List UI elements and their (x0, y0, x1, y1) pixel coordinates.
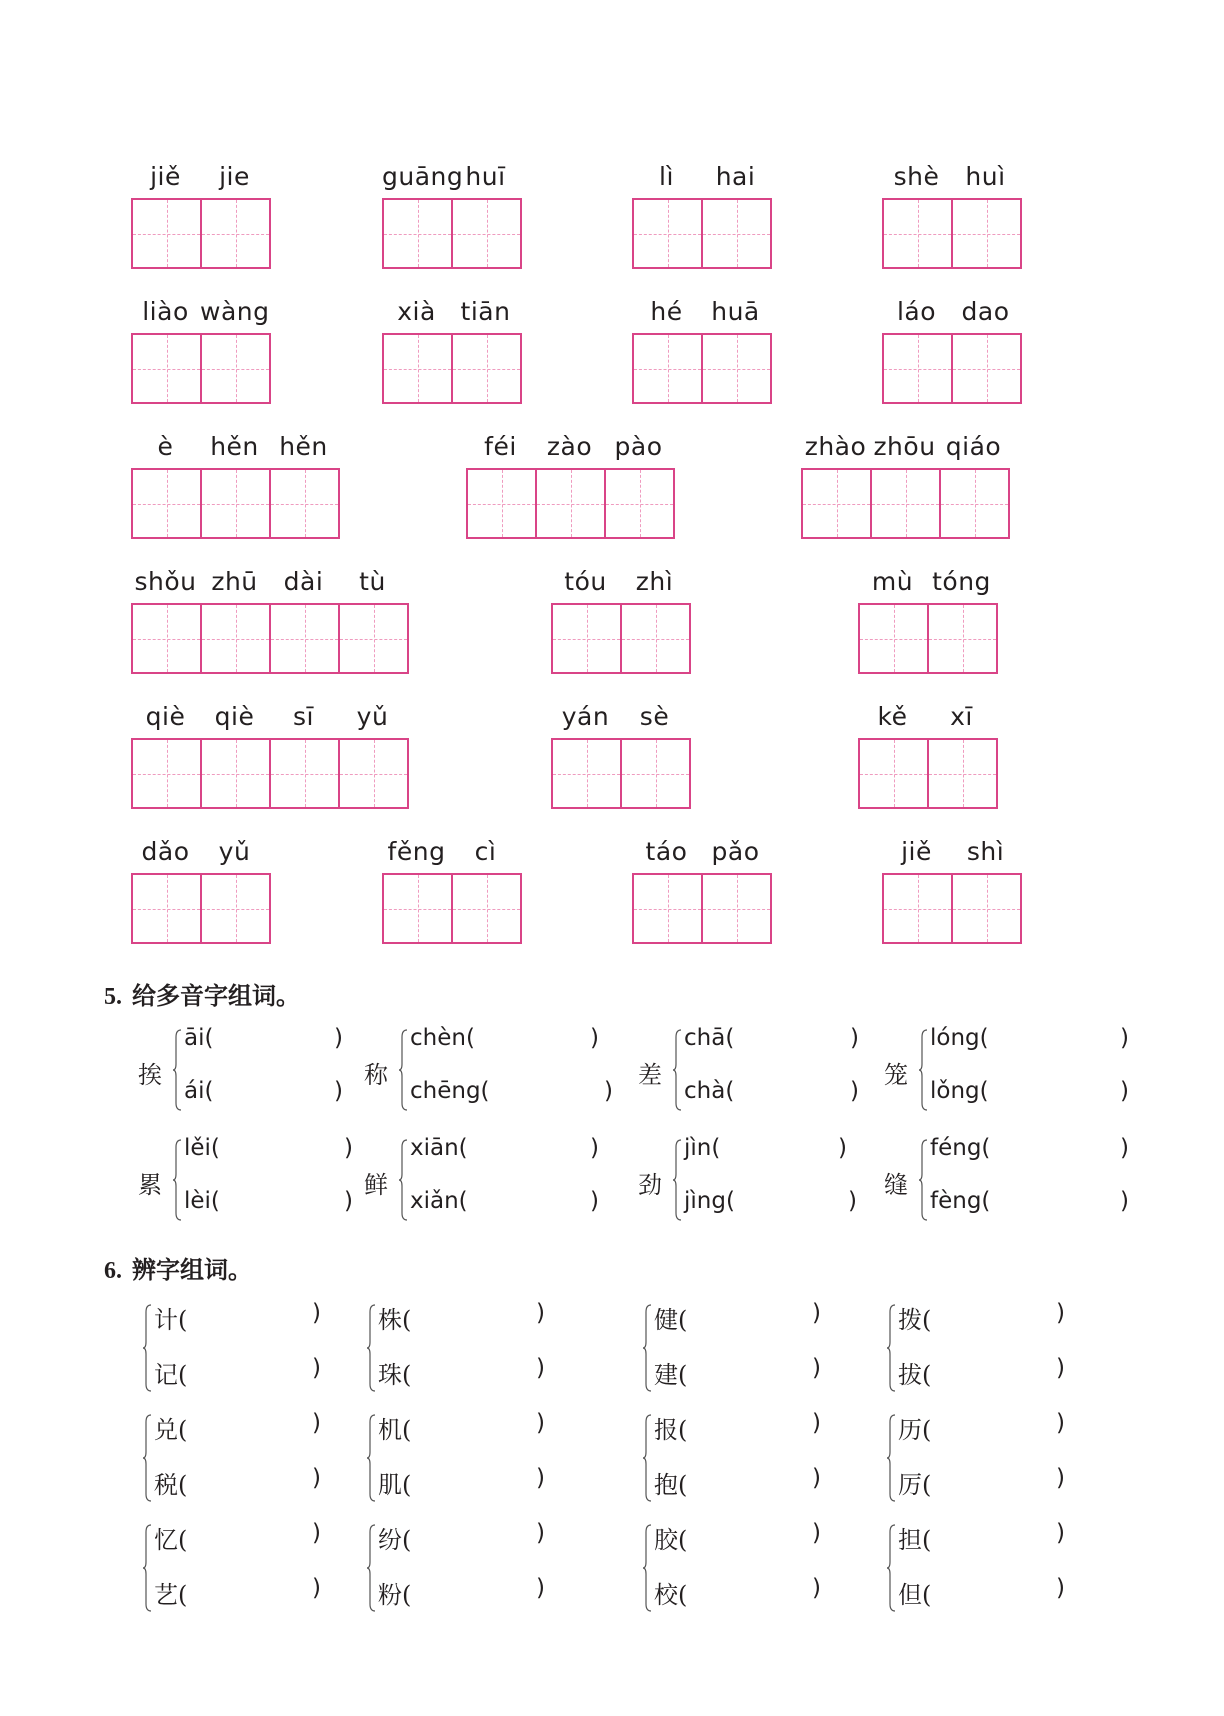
char-pair-group (142, 1410, 342, 1506)
reading-option: fèng( (930, 1188, 991, 1214)
pinyin-row (131, 160, 271, 194)
pinyin-syllable: sī (293, 702, 314, 731)
answer-blank[interactable]: ) (1056, 1300, 1065, 1326)
answer-blank[interactable]: ) (590, 1025, 599, 1051)
section-6-title (104, 1250, 252, 1285)
reading-option: lóng( (930, 1025, 989, 1051)
curly-brace-icon (672, 1139, 682, 1221)
pinyin-syllable: jiě (901, 837, 932, 866)
pinyin-grid-group (858, 700, 998, 809)
answer-blank[interactable]: ) (812, 1575, 821, 1601)
reading-option: chà( (684, 1078, 735, 1104)
char-pair-group (366, 1520, 566, 1616)
answer-blank[interactable]: ) (848, 1188, 857, 1214)
char-option: 忆( (154, 1526, 188, 1554)
reading-option: āi( (184, 1025, 214, 1051)
pinyin-syllable: zào (546, 432, 593, 461)
section-number: 6. (104, 1258, 122, 1284)
writing-cell[interactable] (384, 875, 453, 942)
char-option: 拨( (898, 1306, 932, 1334)
answer-blank[interactable]: ) (312, 1410, 321, 1436)
pinyin-row (131, 835, 271, 869)
pinyin-syllable: zhào (804, 432, 867, 461)
pinyin-syllable: wàng (200, 297, 270, 326)
writing-cell[interactable] (634, 200, 703, 267)
char-option: 肌( (378, 1471, 412, 1499)
pinyin-grid-group (466, 430, 675, 539)
writing-cell[interactable] (202, 875, 269, 942)
answer-blank[interactable]: ) (312, 1575, 321, 1601)
pinyin-syllable: fěng (387, 837, 446, 866)
pinyin-row (858, 565, 998, 599)
answer-blank[interactable]: ) (344, 1188, 353, 1214)
pinyin-grid-group (858, 565, 998, 674)
pinyin-syllable: láo (896, 297, 937, 326)
writing-cell[interactable] (133, 470, 202, 537)
writing-cell[interactable] (953, 875, 1020, 942)
char-pair-group (886, 1520, 1086, 1616)
char-pair-group (642, 1520, 842, 1616)
polyphone-group (138, 1135, 398, 1225)
pinyin-grid-group (131, 160, 271, 269)
writing-cell[interactable] (271, 470, 338, 537)
answer-blank[interactable]: ) (334, 1078, 343, 1104)
pinyin-syllable: zhì (635, 567, 674, 596)
writing-cell[interactable] (202, 470, 271, 537)
curly-brace-icon (366, 1414, 376, 1502)
pinyin-syllable: zhōu (873, 432, 936, 461)
answer-blank[interactable]: ) (812, 1520, 821, 1546)
pinyin-row (466, 430, 675, 464)
writing-cell[interactable] (133, 875, 202, 942)
polyphone-char: 累 (138, 1171, 162, 1199)
pinyin-syllable: qiáo (945, 432, 1002, 461)
curly-brace-icon (366, 1524, 376, 1612)
reading-option: lèi( (184, 1188, 220, 1214)
reading-option: jìng( (684, 1188, 735, 1214)
pinyin-grid-group (632, 835, 772, 944)
pinyin-syllable: yǔ (218, 837, 251, 866)
curly-brace-icon (886, 1524, 896, 1612)
char-option: 税( (154, 1471, 188, 1499)
tianzige-grid (882, 198, 1022, 269)
pinyin-syllable: huā (711, 297, 760, 326)
curly-brace-icon (172, 1139, 182, 1221)
pinyin-grid-group (131, 700, 409, 809)
writing-cell[interactable] (453, 335, 520, 402)
polyphone-group (884, 1135, 1144, 1225)
reading-option: ái( (184, 1078, 214, 1104)
pinyin-grid-group (882, 295, 1022, 404)
writing-cell[interactable] (803, 470, 872, 537)
pinyin-row (858, 700, 998, 734)
pinyin-row (551, 700, 691, 734)
char-pair-group (366, 1300, 566, 1396)
writing-cell[interactable] (953, 200, 1020, 267)
reading-option: xiān( (410, 1135, 468, 1161)
char-pair-group (642, 1300, 842, 1396)
tianzige-grid (882, 873, 1022, 944)
polyphone-char: 笼 (884, 1061, 908, 1089)
writing-cell[interactable] (271, 605, 340, 672)
writing-cell[interactable] (133, 740, 202, 807)
pinyin-syllable: liào (142, 297, 189, 326)
pinyin-grid-group (551, 700, 691, 809)
answer-blank[interactable]: ) (1056, 1410, 1065, 1436)
pinyin-syllable: dǎo (141, 837, 190, 866)
writing-cell[interactable] (271, 740, 340, 807)
writing-cell[interactable] (884, 200, 953, 267)
answer-blank[interactable]: ) (812, 1300, 821, 1326)
char-option: 拔( (898, 1361, 932, 1389)
char-option: 建( (654, 1361, 688, 1389)
curly-brace-icon (142, 1524, 152, 1612)
pinyin-row (551, 565, 691, 599)
pinyin-syllable: shì (966, 837, 1005, 866)
writing-cell[interactable] (703, 335, 770, 402)
writing-cell[interactable] (860, 740, 929, 807)
pinyin-grid-group (131, 295, 271, 404)
pinyin-row (382, 835, 522, 869)
pinyin-row (382, 295, 522, 329)
char-option: 机( (378, 1416, 412, 1444)
char-option: 株( (378, 1306, 412, 1334)
char-pair-group (886, 1410, 1086, 1506)
curly-brace-icon (886, 1414, 896, 1502)
writing-cell[interactable] (953, 335, 1020, 402)
curly-brace-icon (672, 1029, 682, 1111)
pinyin-syllable: guāng (382, 162, 464, 191)
writing-cell[interactable] (872, 470, 941, 537)
writing-cell[interactable] (537, 470, 606, 537)
tianzige-grid (131, 468, 340, 539)
pinyin-row (131, 430, 340, 464)
pinyin-row (632, 160, 772, 194)
pinyin-syllable: yán (561, 702, 610, 731)
answer-blank[interactable]: ) (1056, 1465, 1065, 1491)
pinyin-grid-group (382, 160, 522, 269)
pinyin-syllable: dao (961, 297, 1010, 326)
polyphone-char: 鲜 (364, 1171, 388, 1199)
tianzige-grid (131, 603, 409, 674)
char-option: 抱( (654, 1471, 688, 1499)
polyphone-group (138, 1025, 398, 1115)
writing-cell[interactable] (634, 335, 703, 402)
tianzige-grid (632, 198, 772, 269)
tianzige-grid (382, 873, 522, 944)
polyphone-group (364, 1135, 624, 1225)
answer-blank[interactable]: ) (344, 1135, 353, 1161)
polyphone-char: 劲 (638, 1171, 662, 1199)
writing-cell[interactable] (202, 200, 269, 267)
char-option: 厉( (898, 1471, 932, 1499)
pinyin-row (382, 160, 522, 194)
pinyin-grid-group (131, 565, 409, 674)
pinyin-syllable: hěn (279, 432, 328, 461)
answer-blank[interactable]: ) (536, 1300, 545, 1326)
answer-blank[interactable]: ) (1120, 1188, 1129, 1214)
pinyin-row (882, 160, 1022, 194)
reading-option: jìn( (684, 1135, 721, 1161)
writing-cell[interactable] (884, 875, 953, 942)
answer-blank[interactable]: ) (850, 1078, 859, 1104)
section-5-title (104, 976, 300, 1011)
char-option: 粉( (378, 1581, 412, 1609)
curly-brace-icon (642, 1524, 652, 1612)
tianzige-grid (858, 738, 998, 809)
polyphone-group (638, 1135, 898, 1225)
writing-cell[interactable] (553, 605, 622, 672)
reading-option: féng( (930, 1135, 991, 1161)
char-option: 纷( (378, 1526, 412, 1554)
answer-blank[interactable]: ) (1056, 1355, 1065, 1381)
pinyin-syllable: dài (283, 567, 324, 596)
pinyin-syllable: yǔ (356, 702, 389, 731)
writing-cell[interactable] (453, 875, 520, 942)
pinyin-grid-group (131, 430, 340, 539)
pinyin-syllable: qiè (145, 702, 186, 731)
answer-blank[interactable]: ) (536, 1355, 545, 1381)
writing-cell[interactable] (453, 200, 520, 267)
pinyin-syllable: jie (219, 162, 250, 191)
writing-cell[interactable] (340, 740, 407, 807)
reading-option: xiǎn( (410, 1188, 468, 1214)
writing-cell[interactable] (634, 875, 703, 942)
char-pair-group (142, 1300, 342, 1396)
polyphone-char: 缝 (884, 1171, 908, 1199)
curly-brace-icon (172, 1029, 182, 1111)
tianzige-grid (131, 198, 271, 269)
writing-cell[interactable] (703, 200, 770, 267)
writing-cell[interactable] (884, 335, 953, 402)
pinyin-row (882, 835, 1022, 869)
reading-option: lǒng( (930, 1078, 989, 1104)
polyphone-char: 称 (364, 1061, 388, 1089)
pinyin-syllable: tù (359, 567, 386, 596)
pinyin-syllable: hai (715, 162, 756, 191)
pinyin-grid-group (131, 835, 271, 944)
tianzige-grid (131, 738, 409, 809)
section-title-text: 辨字组词。 (132, 1255, 252, 1284)
writing-cell[interactable] (929, 740, 996, 807)
pinyin-grid-group (382, 295, 522, 404)
polyphone-char: 挨 (138, 1061, 162, 1089)
pinyin-syllable: pào (614, 432, 663, 461)
curly-brace-icon (142, 1304, 152, 1392)
answer-blank[interactable]: ) (312, 1355, 321, 1381)
writing-cell[interactable] (384, 200, 453, 267)
reading-option: chā( (684, 1025, 735, 1051)
reading-option: lěi( (184, 1135, 220, 1161)
pinyin-syllable: qiè (214, 702, 255, 731)
answer-blank[interactable]: ) (334, 1025, 343, 1051)
char-option: 历( (898, 1416, 932, 1444)
answer-blank[interactable]: ) (536, 1575, 545, 1601)
writing-cell[interactable] (703, 875, 770, 942)
curly-brace-icon (918, 1139, 928, 1221)
writing-cell[interactable] (941, 470, 1008, 537)
char-option: 报( (654, 1416, 688, 1444)
tianzige-grid (382, 198, 522, 269)
answer-blank[interactable]: ) (812, 1465, 821, 1491)
pinyin-row (882, 295, 1022, 329)
writing-cell[interactable] (929, 605, 996, 672)
curly-brace-icon (398, 1029, 408, 1111)
char-option: 胶( (654, 1526, 688, 1554)
pinyin-grid-group (632, 295, 772, 404)
answer-blank[interactable]: ) (812, 1355, 821, 1381)
pinyin-syllable: mù (871, 567, 914, 596)
section-number: 5. (104, 984, 122, 1010)
polyphone-group (638, 1025, 898, 1115)
answer-blank[interactable]: ) (1056, 1575, 1065, 1601)
tianzige-grid (632, 333, 772, 404)
tianzige-grid (801, 468, 1010, 539)
tianzige-grid (882, 333, 1022, 404)
tianzige-grid (466, 468, 675, 539)
pinyin-grid-group (882, 160, 1022, 269)
curly-brace-icon (142, 1414, 152, 1502)
pinyin-syllable: tiān (460, 297, 511, 326)
answer-blank[interactable]: ) (590, 1188, 599, 1214)
reading-option: chēng( (410, 1078, 490, 1104)
polyphone-group (884, 1025, 1144, 1115)
char-option: 担( (898, 1526, 932, 1554)
writing-cell[interactable] (606, 470, 673, 537)
pinyin-syllable: kě (877, 702, 908, 731)
writing-cell[interactable] (622, 740, 689, 807)
tianzige-grid (131, 333, 271, 404)
answer-blank[interactable]: ) (850, 1025, 859, 1051)
char-pair-group (642, 1410, 842, 1506)
tianzige-grid (382, 333, 522, 404)
pinyin-syllable: tóng (932, 567, 991, 596)
curly-brace-icon (642, 1414, 652, 1502)
writing-cell[interactable] (468, 470, 537, 537)
pinyin-row (632, 295, 772, 329)
char-pair-group (142, 1520, 342, 1616)
answer-blank[interactable]: ) (604, 1078, 613, 1104)
answer-blank[interactable]: ) (312, 1300, 321, 1326)
answer-blank[interactable]: ) (536, 1520, 545, 1546)
tianzige-grid (632, 873, 772, 944)
writing-cell[interactable] (133, 200, 202, 267)
pinyin-syllable: xī (950, 702, 973, 731)
pinyin-grid-group (882, 835, 1022, 944)
curly-brace-icon (398, 1139, 408, 1221)
pinyin-row (131, 700, 409, 734)
char-pair-group (366, 1410, 566, 1506)
pinyin-syllable: jiě (150, 162, 181, 191)
pinyin-row (131, 565, 409, 599)
tianzige-grid (551, 738, 691, 809)
pinyin-syllable: shè (893, 162, 940, 191)
char-option: 珠( (378, 1361, 412, 1389)
answer-blank[interactable]: ) (812, 1410, 821, 1436)
char-option: 艺( (154, 1581, 188, 1609)
curly-brace-icon (642, 1304, 652, 1392)
writing-cell[interactable] (133, 335, 202, 402)
pinyin-syllable: pǎo (711, 837, 760, 866)
tianzige-grid (551, 603, 691, 674)
char-option: 健( (654, 1306, 688, 1334)
pinyin-row (632, 835, 772, 869)
tianzige-grid (858, 603, 998, 674)
pinyin-syllable: tóu (564, 567, 607, 596)
pinyin-grid-group (551, 565, 691, 674)
section-title-text: 给多音字组词。 (132, 981, 300, 1010)
char-option: 但( (898, 1581, 932, 1609)
pinyin-syllable: cì (474, 837, 497, 866)
pinyin-syllable: xià (397, 297, 436, 326)
polyphone-char: 差 (638, 1061, 662, 1089)
char-option: 校( (654, 1581, 688, 1609)
pinyin-row (131, 295, 271, 329)
polyphone-group (364, 1025, 624, 1115)
answer-blank[interactable]: ) (536, 1465, 545, 1491)
pinyin-syllable: féi (484, 432, 517, 461)
pinyin-syllable: sè (639, 702, 670, 731)
pinyin-syllable: è (157, 432, 174, 461)
char-option: 计( (154, 1306, 188, 1334)
writing-cell[interactable] (202, 605, 271, 672)
answer-blank[interactable]: ) (1120, 1078, 1129, 1104)
pinyin-syllable: huī (465, 162, 506, 191)
tianzige-grid (131, 873, 271, 944)
pinyin-grid-group (632, 160, 772, 269)
pinyin-row (801, 430, 1010, 464)
answer-blank[interactable]: ) (1056, 1520, 1065, 1546)
reading-option: chèn( (410, 1025, 475, 1051)
answer-blank[interactable]: ) (312, 1520, 321, 1546)
answer-blank[interactable]: ) (536, 1410, 545, 1436)
writing-cell[interactable] (860, 605, 929, 672)
pinyin-syllable: huì (965, 162, 1006, 191)
pinyin-grid-group (382, 835, 522, 944)
curly-brace-icon (366, 1304, 376, 1392)
curly-brace-icon (886, 1304, 896, 1392)
answer-blank[interactable]: ) (1120, 1025, 1129, 1051)
char-pair-group (886, 1300, 1086, 1396)
writing-cell[interactable] (202, 740, 271, 807)
pinyin-syllable: zhū (211, 567, 258, 596)
pinyin-grid-group (801, 430, 1010, 539)
char-option: 兑( (154, 1416, 188, 1444)
writing-cell[interactable] (553, 740, 622, 807)
pinyin-syllable: shǒu (134, 567, 197, 596)
pinyin-syllable: táo (645, 837, 688, 866)
curly-brace-icon (918, 1029, 928, 1111)
char-option: 记( (154, 1361, 188, 1389)
writing-cell[interactable] (340, 605, 407, 672)
answer-blank[interactable]: ) (312, 1465, 321, 1491)
answer-blank[interactable]: ) (1120, 1135, 1129, 1161)
answer-blank[interactable]: ) (838, 1135, 847, 1161)
pinyin-syllable: lì (659, 162, 674, 191)
writing-cell[interactable] (133, 605, 202, 672)
pinyin-syllable: hěn (210, 432, 259, 461)
writing-cell[interactable] (622, 605, 689, 672)
pinyin-syllable: hé (650, 297, 683, 326)
writing-cell[interactable] (384, 335, 453, 402)
answer-blank[interactable]: ) (590, 1135, 599, 1161)
writing-cell[interactable] (202, 335, 269, 402)
